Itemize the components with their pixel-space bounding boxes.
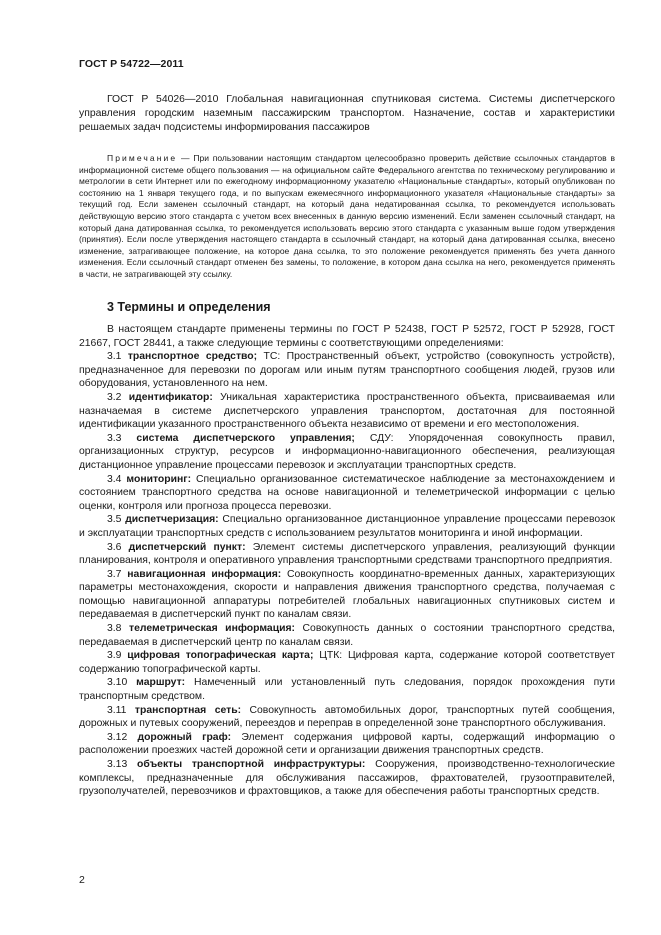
term-entry: 3.5 диспетчеризация: Специально организованное дистанционное управление процессами перевозок и эксплуатации транспортных средств с использованием результатов мониторинга и иной информации.: [79, 514, 615, 539]
term-name: идентификатор:: [128, 391, 213, 403]
term-entry: 3.8 телеметрическая информация: Совокупность данных о состоянии транспортного средства, передаваемая в диспетчерский центр по каналам связи.: [79, 623, 616, 648]
term-name: мониторинг:: [126, 473, 192, 485]
note-paragraph: [79, 153, 615, 281]
terms-list: [79, 323, 615, 799]
term-name: навигационная информация:: [127, 568, 282, 580]
term-entry: 3.10 маршрут: Намеченный или установленный путь следования, порядок прохождения пути транспортным средством.: [79, 677, 615, 703]
term-name: транспортное средство;: [127, 351, 258, 363]
term-entry: 3.6 диспетчерский пункт: Элемент системы диспетчерского управления, реализующий функции планирования, контроля и оперативного управления транспортными средствами транспортного предприятия.: [79, 541, 616, 567]
term-entry: 3.13 объекты транспортной инфраструктуры: Сооружения, производственно-технологические комплексы, предназначенные для обслуживания пассажиров, фрахтователей, грузоотправителей, грузополучателей, перевозчиков и фрахтовщиков, а также для обеспечения работы транспортных средств.: [79, 759, 616, 798]
term-name: система диспетчерского управления;: [136, 432, 355, 444]
term-entry: 3.11 транспортная сеть: Совокупность автомобильных дорог, транспортных путей сообщения, дорожных и путевых сооружений, переездов и переправ в определенной зоне транспортного обслуживания.: [79, 704, 615, 730]
term-entry: 3.7 навигационная информация: Совокупность координатно-временных данных, характеризующих параметры местонахождения, скорости и направления движения транспортного средства, получаемая с помощью навигационной аппаратуры потребителей глобальных навигационных спутниковых систем и передаваемая в диспетчерский пункт по каналам связи.: [79, 568, 615, 621]
term-entry: 3.4 мониторинг: Специально организованное систематическое наблюдение за местонахождением и состоянием транспортного средства на основе навигационной и телеметрической информации с целью оценки, контроля или прогноза процесса перевозки.: [79, 473, 615, 512]
term-name: объекты транспортной инфраструктуры:: [136, 759, 366, 770]
document-header: ГОСТ Р 54722—2011: [79, 58, 184, 70]
term-name: диспетчерский пункт:: [128, 541, 246, 553]
term-name: диспетчеризация:: [125, 514, 219, 526]
term-entry: 3.3 система диспетчерского управления; СДУ: Упорядоченная совокупность правил, организационных структур, ресурсов и информационно-навигационного обеспечения, реализующая дистанционное управление процессами перевозок и эксплуатации транспортных средств.: [79, 432, 615, 471]
section-heading: 3 Термины и определения: [107, 300, 271, 314]
term-name: цифровая топографическая карта;: [127, 650, 314, 662]
term-entry: 3.12 дорожный граф: Элемент содержания цифровой карты, содержащий информацию о расположении проезжих частей дорожной сети и организации движения транспортных средств.: [79, 731, 616, 757]
term-entry: 3.1 транспортное средство; ТС: Пространственный объект, устройство (совокупность устройств), предназначенное для перевозки по дорогам или иным путям транспортного сообщения людей, грузов или оборудования, установленного на нем.: [79, 351, 615, 390]
term-name: транспортная сеть:: [134, 704, 242, 716]
note-text: — При пользовании настоящим стандартом целесообразно проверить действие ссылочных стандартов в информационной системе общего пользования — на официальном сайте Федерального агентства по техническому регулированию и метрологии в сети Интернет или по ежегодному информационному указателю «Национальные стандарты», который опубликован по состоянию на 1 января текущего года, и по выпускам ежемесячного информационного указателя «Национальные стандарты» за текущий год. Если заменен ссылочный стандарт, на который дана недатированная ссылка, то рекомендуется использовать действующую версию этого стандарта с учетом всех внесенных в данную версию изменений. Если заменен ссылочный стандарт, на который дана датированная ссылка, то рекомендуется использовать версию этого стандарта с указанным выше годом утверждения (принятия). Если после утверждения настоящего стандарта в ссылочный стандарт, на который дана датированная ссылка, внесено изменение, затрагивающее положение, на которое дана ссылка, то это положение рекомендуется применять без учета данного изменения. Если ссылочный стандарт отменен без замены, то положение, в котором дана ссылка на него, рекомендуется применять в части, не затрагивающей эту ссылку.: [79, 153, 615, 279]
page-number: 2: [79, 874, 85, 886]
term-name: маршрут:: [136, 677, 186, 689]
normative-reference: ГОСТ Р 54026—2010 Глобальная навигационная спутниковая система. Системы диспетчерского управления городским наземным пассажирским транспортом. Назначение, состав и характеристики решаемых задач подсистемы информирования пассажиров: [79, 94, 615, 133]
term-entry: 3.9 цифровая топографическая карта; ЦТК: Цифровая карта, содержание которой соответствует содержанию топографической карты.: [79, 650, 615, 675]
terms-intro: В настоящем стандарте применены термины по ГОСТ Р 52438, ГОСТ Р 52572, ГОСТ Р 52928, ГОСТ 21667, ГОСТ 28441, а также следующие термины с соответствующими определениями:: [79, 324, 615, 349]
term-entry: 3.2 идентификатор: Уникальная характеристика пространственного объекта, присваиваемая или назначаемая в системе диспетчерского управления транспортом, достаточная для постоянной идентификации указанного пространственного объекта независимо от времени и его местоположения.: [79, 391, 615, 431]
term-name: телеметрическая информация:: [129, 623, 295, 635]
note-label: Примечание: [107, 153, 178, 163]
term-name: дорожный граф:: [137, 731, 232, 743]
